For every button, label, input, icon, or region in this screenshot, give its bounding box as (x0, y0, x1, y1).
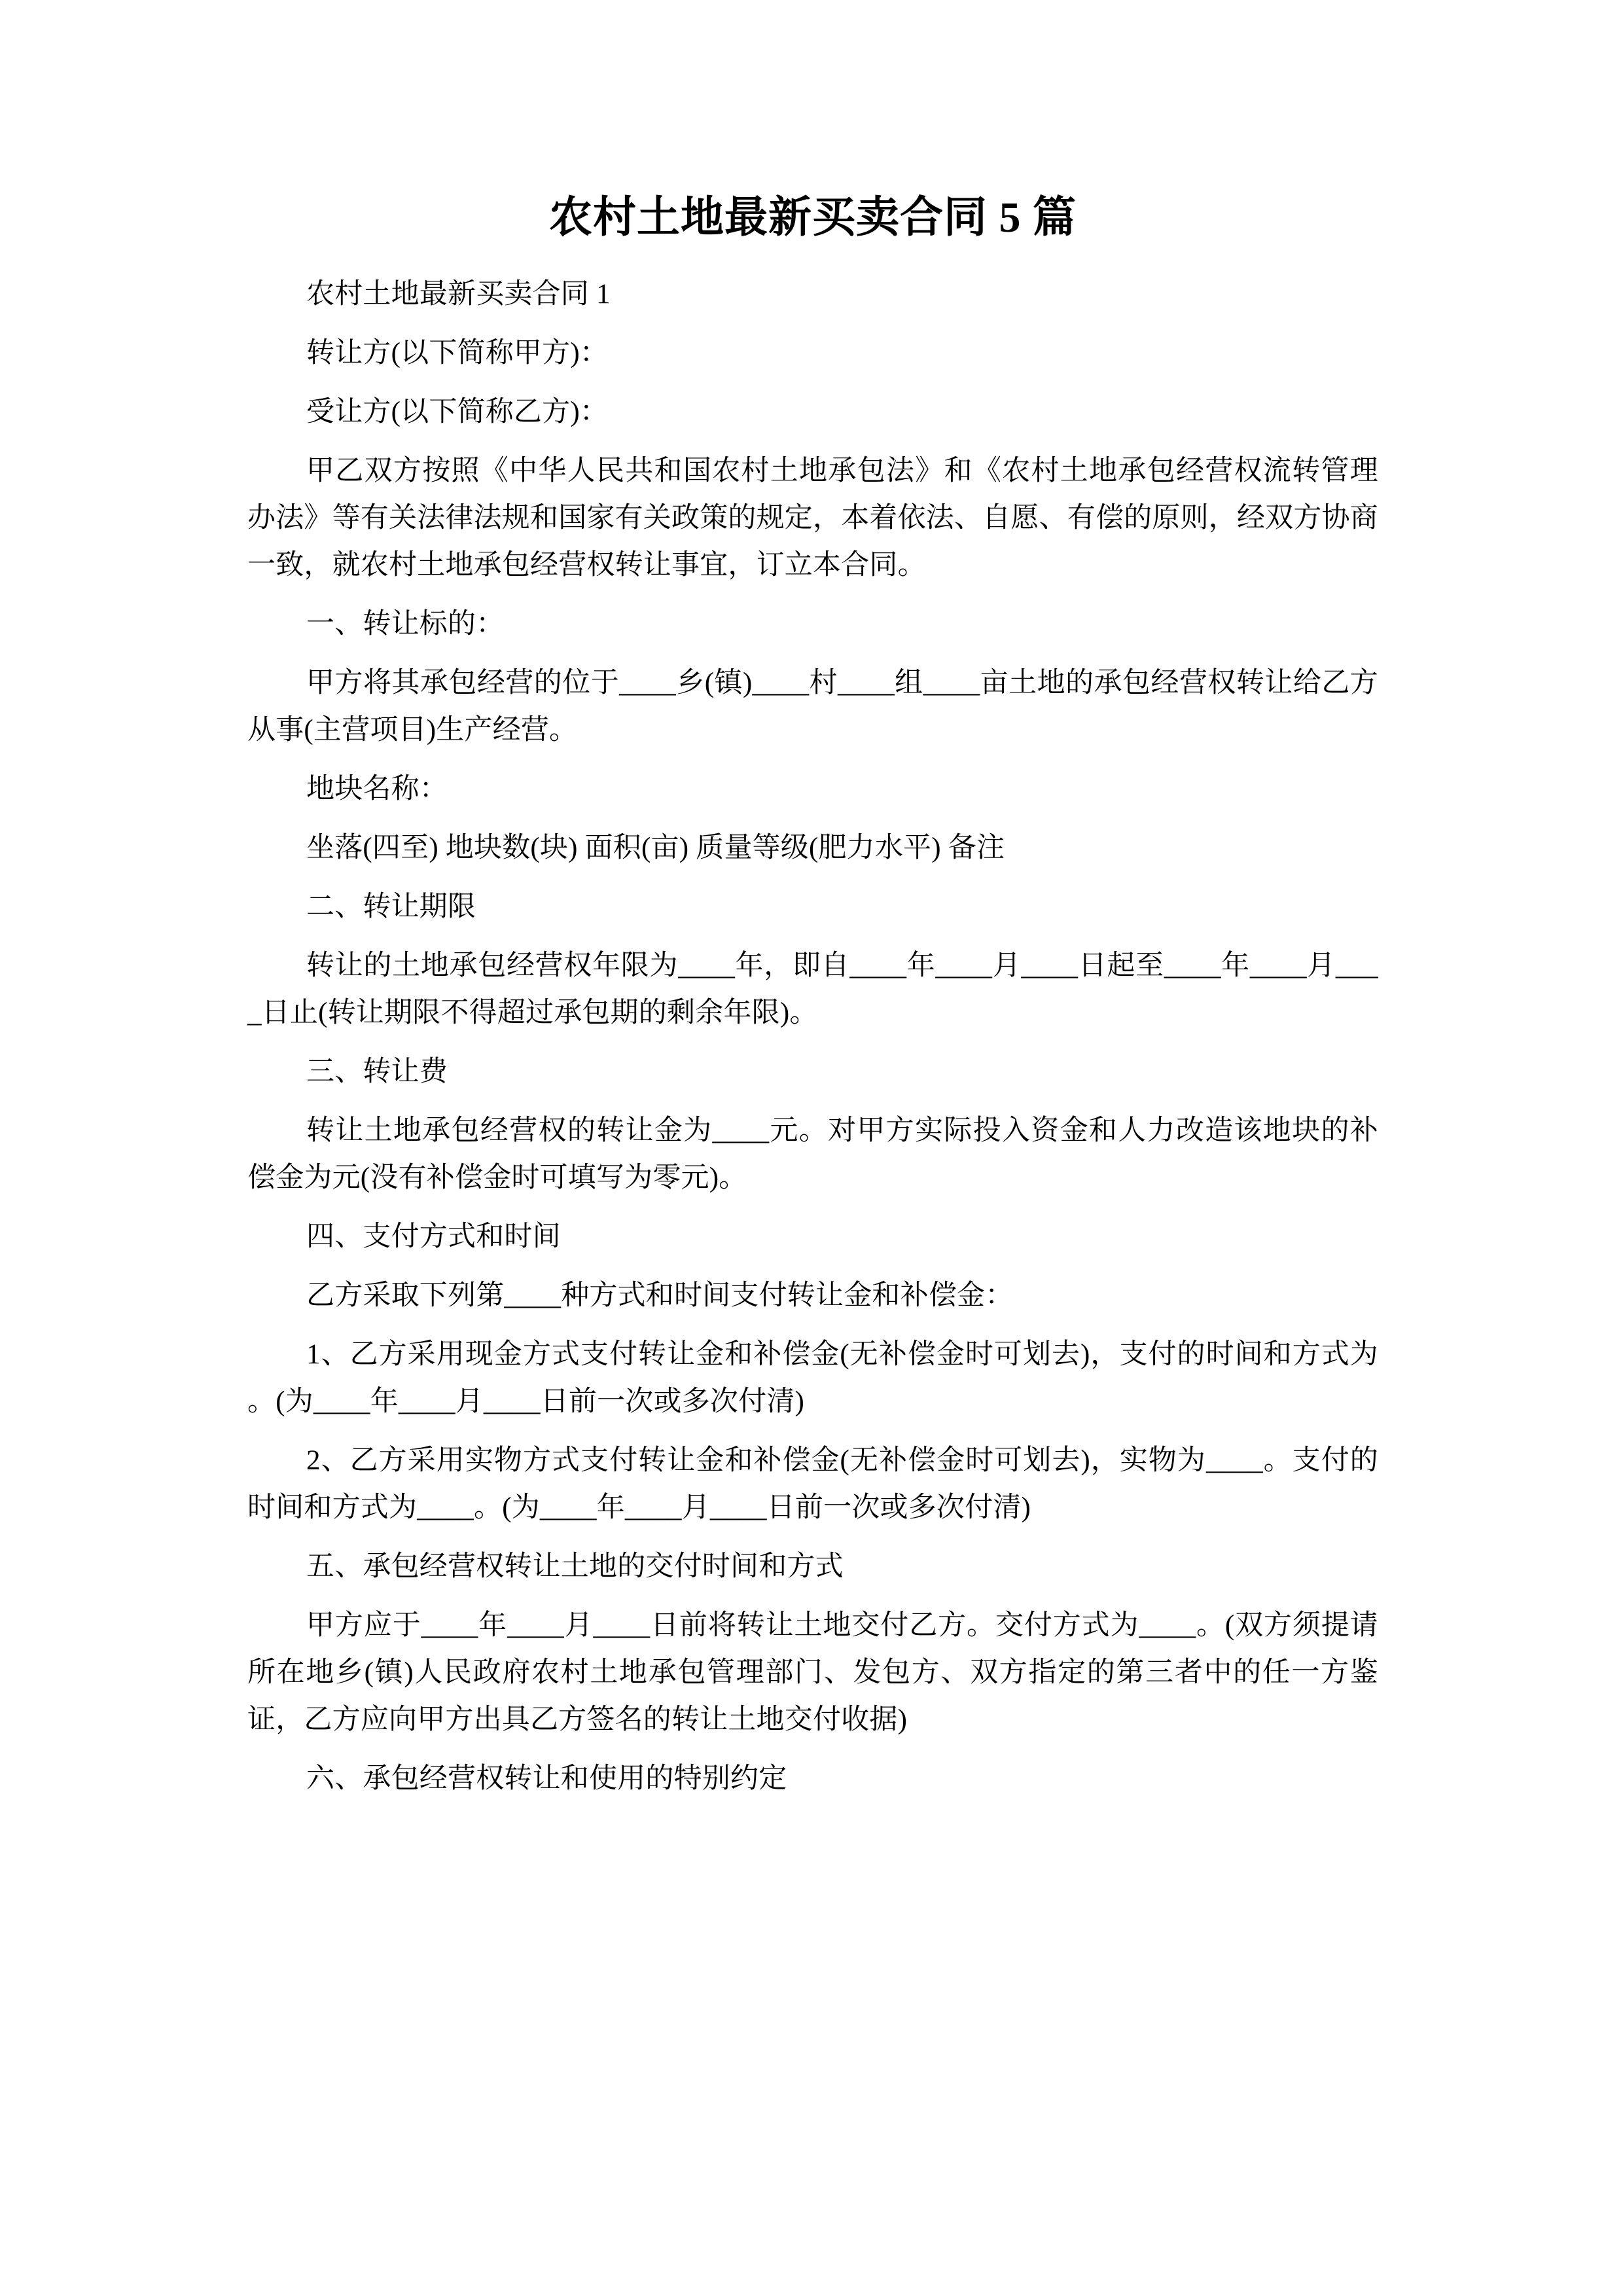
paragraph-section-5-body: 甲方应于____年____月____日前将转让土地交付乙方。交付方式为____。(双方须提请所在地乡(镇)人民政府农村土地承包管理部门、发包方、双方指定的第三者中的任一方鉴证，乙方应向甲方出具乙方签名的转让土地交付收据) (247, 1609, 1378, 1735)
document-content (247, 194, 1378, 1814)
paragraph-section-2-body: 转让的土地承包经营权年限为____年，即自____年____月____日起至____年____月____日止(转让期限不得超过承包期的剩余年限)。 (247, 950, 1378, 1028)
page-title: 农村土地最新买卖合同 5 篇 (549, 194, 1077, 242)
heading-section-1: 一、转让标的： (306, 608, 505, 639)
heading-section-2: 二、转让期限 (306, 891, 476, 922)
heading-section-3: 三、转让费 (306, 1056, 448, 1087)
paragraph-subtitle: 农村土地最新买卖合同 1 (306, 278, 611, 310)
heading-section-5: 五、承包经营权转让土地的交付时间和方式 (306, 1551, 844, 1582)
paragraph-section-4-body: 乙方采取下列第____种方式和时间支付转让金和补偿金： (306, 1280, 1014, 1311)
paragraph-section-1-body: 甲方将其承包经营的位于____乡(镇)____村____组____亩土地的承包经营权转让给乙方从事(主营项目)生产经营。 (247, 667, 1378, 745)
heading-section-4: 四、支付方式和时间 (306, 1221, 561, 1252)
label-plot-name: 地块名称： (306, 773, 448, 804)
plot-table-header: 坐落(四至) 地块数(块) 面积(亩) 质量等级(肥力水平) 备注 (306, 832, 1005, 863)
paragraph-section-4-item-1: 1、乙方采用现金方式支付转让金和补偿金(无补偿金时可划去)，支付的时间和方式为 。(为____年____月____日前一次或多次付清) (247, 1338, 1378, 1417)
paragraph-section-4-item-2: 2、乙方采用实物方式支付转让金和补偿金(无补偿金时可划去)，实物为____。支付的时间和方式为____。(为____年____月____日前一次或多次付清) (247, 1444, 1378, 1523)
paragraph-section-3-body: 转让土地承包经营权的转让金为____元。对甲方实际投入资金和人力改造该地块的补偿金为元(没有补偿金时可填写为零元)。 (247, 1115, 1378, 1193)
paragraph-transferee-label: 受让方(以下简称乙方)： (306, 396, 609, 427)
paragraph-transferor-label: 转让方(以下简称甲方)： (306, 337, 609, 368)
paragraph-preamble: 甲乙双方按照《中华人民共和国农村土地承包法》和《农村土地承包经营权流转管理办法》等有关法律法规和国家有关政策的规定，本着依法、自愿、有偿的原则，经双方协商一致，就农村土地承包经营权转让事宜，订立本合同。 (247, 455, 1378, 581)
heading-section-6: 六、承包经营权转让和使用的特别约定 (306, 1763, 787, 1794)
